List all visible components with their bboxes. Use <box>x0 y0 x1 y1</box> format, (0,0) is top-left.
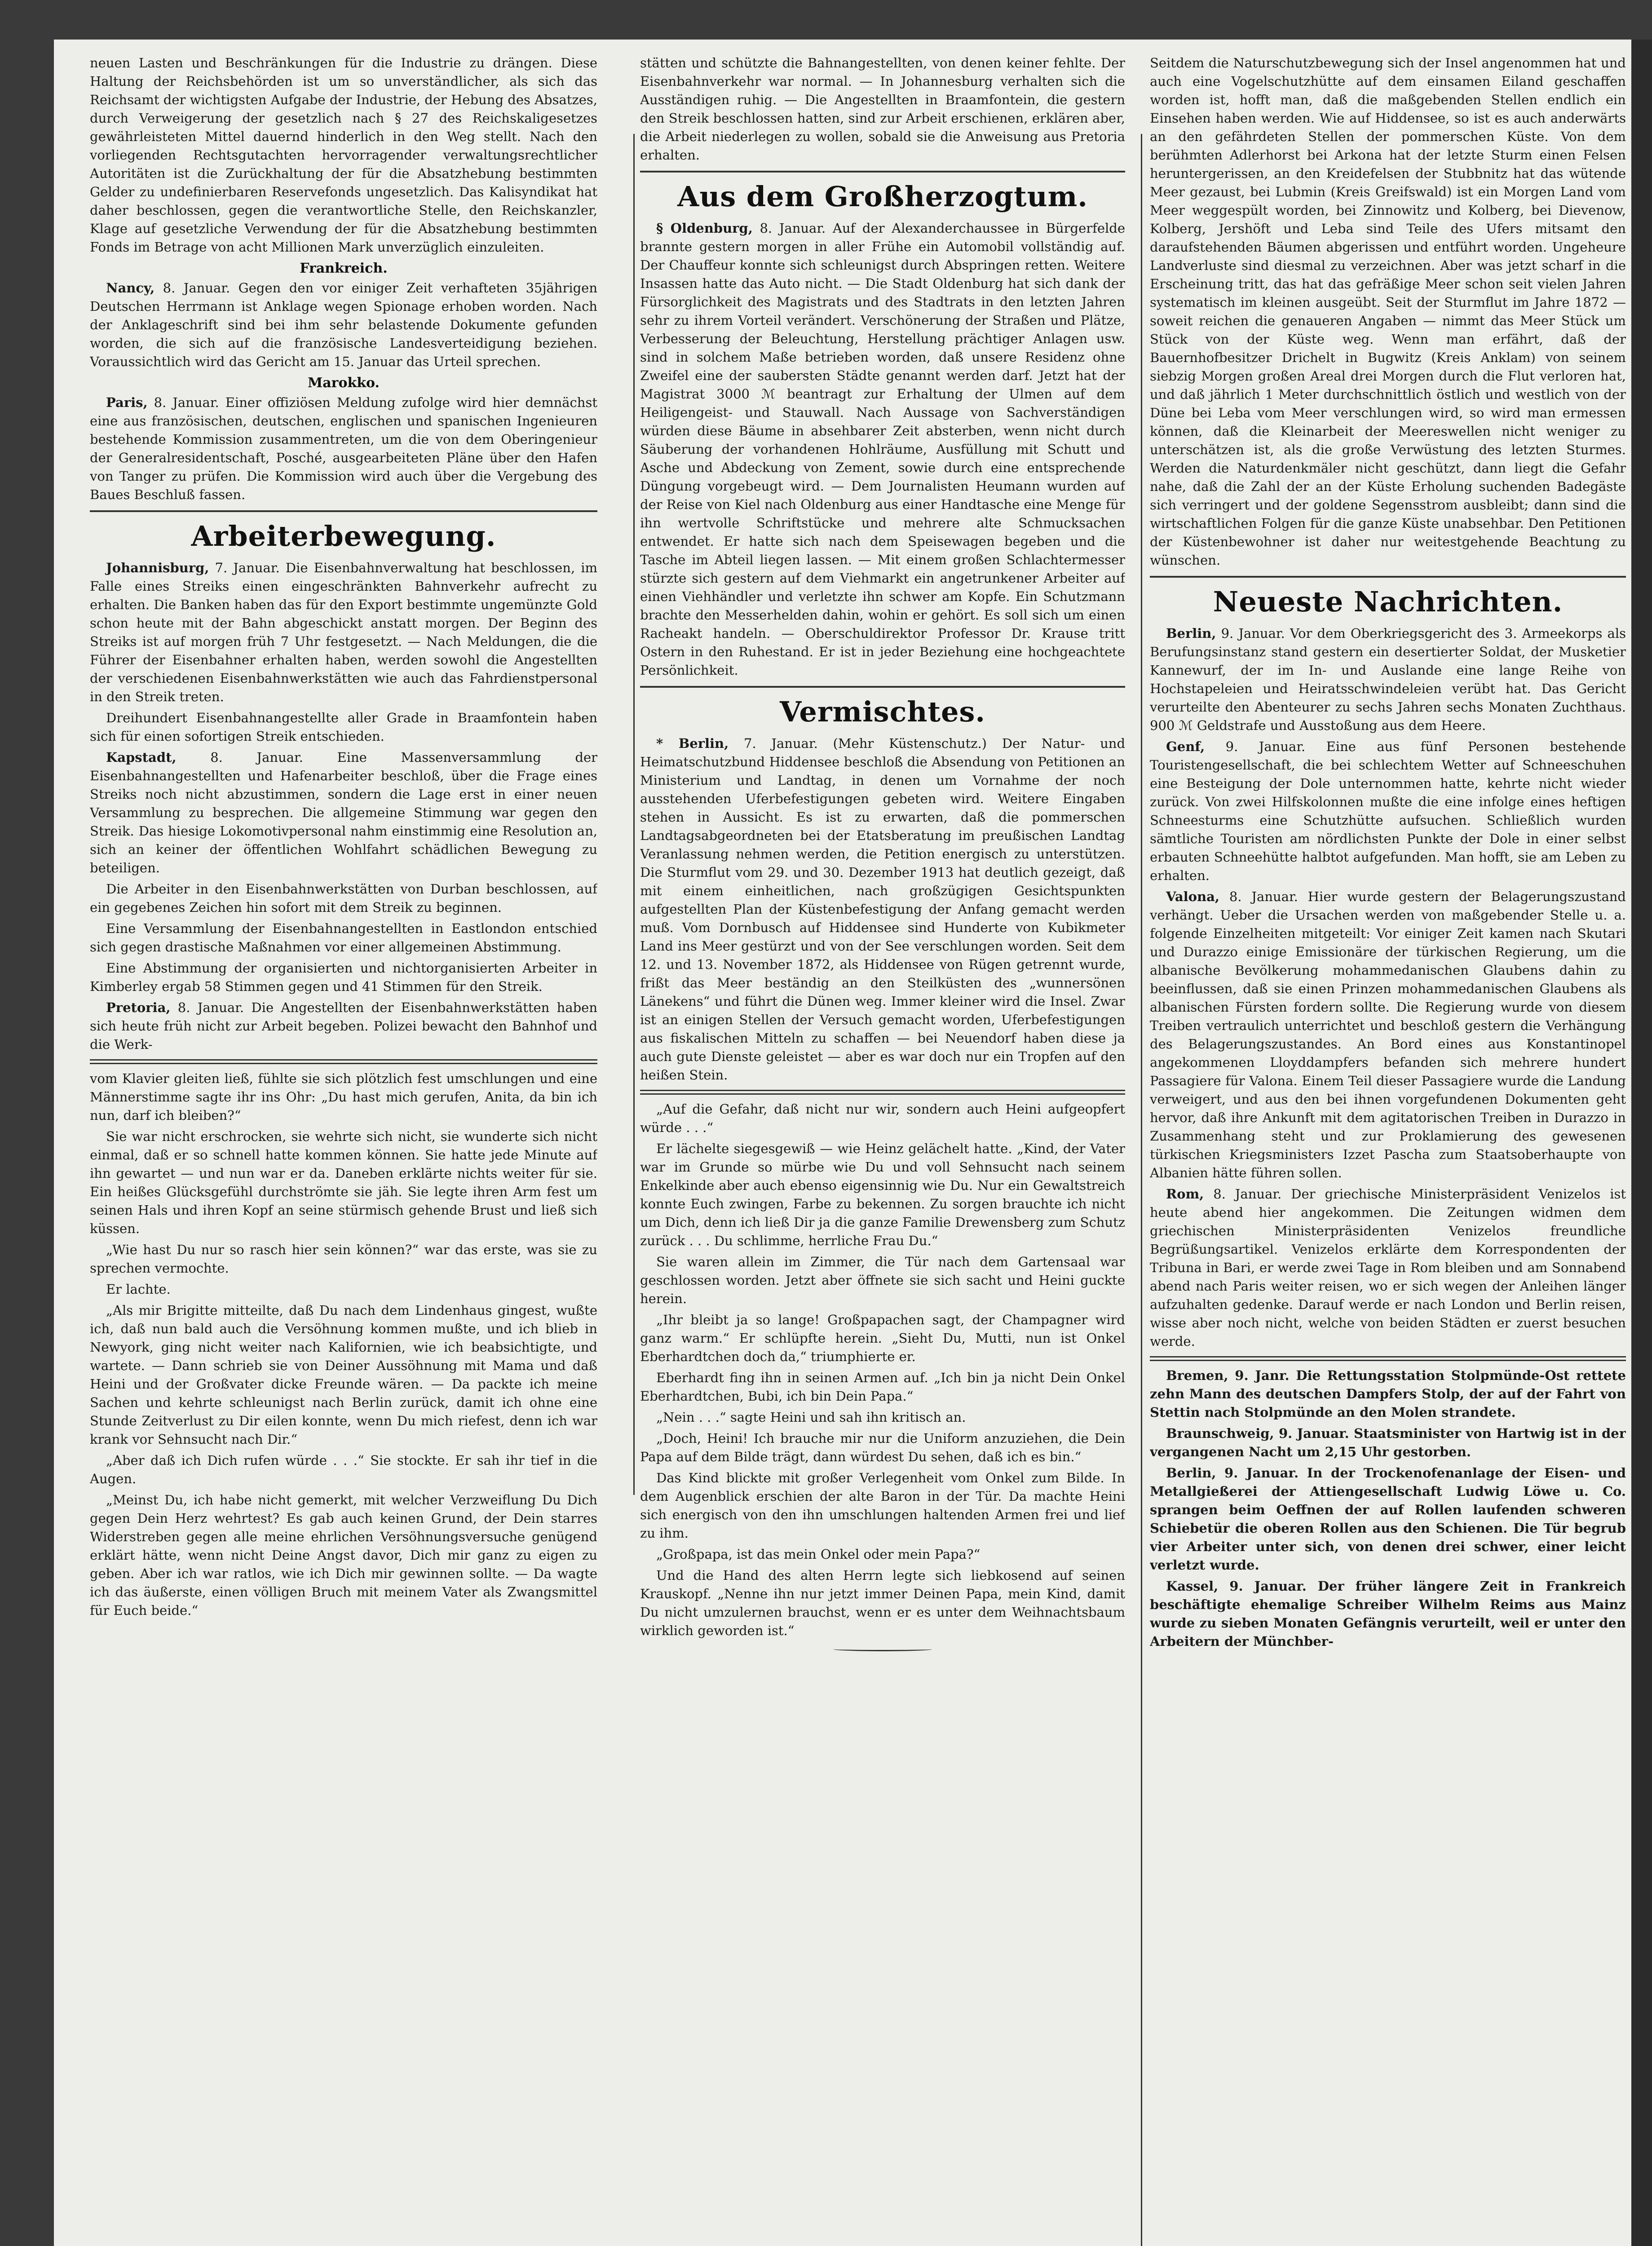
heading-vermischtes: Vermischtes. <box>780 695 985 728</box>
dateline-berlin: Berlin, <box>1166 626 1216 641</box>
feuilleton-paragraph: Eberhardt fing ihn in seinen Armen auf. „Ich bin ja nicht Dein Onkel Eberhardtchen, Bubi, ich bin Dein Papa.“ <box>640 1370 1125 1404</box>
pretoria-text: 8. Januar. Die Angestellten der Eisenbahnwerkstätten haben sich heute früh nicht zur Arbeit begeben. Polizei bewacht den Bahnhof und die Werk- <box>90 1000 597 1052</box>
kali-article: neuen Lasten und Beschränkungen für die Industrie zu drängen. Diese Haltung der Reichsbehörden ist um so unverständlicher, als sich das Reichsamt der wichtigsten Aufgabe der Industrie, der Hebung des Absatzes, durch Verweigerung der gesetzlich nach § 27 des Reichskaligesetzes gewährleisteten Mittel dauernd hinderlich in den Weg stellt. Nach den vorliegenden Rechtsgutachten hervorragender verwaltungsrechtlicher Autoritäten ist die Zurückhaltung der für die Absatzhebung bestimmten Gelder zu undefinierbaren Reservefonds ungesetzlich. Das Kalisyndikat hat daher beschlossen, gegen die verantwortliche Stelle, den Reichskanzler, Klage auf gesetzliche Verwendung der für die Absatzhebung bestimmten Fonds im Betrage von acht Millionen Mark unverzüglich einzuleiten. <box>90 55 597 255</box>
johannisburg-text-2: Dreihundert Eisenbahnangestellte aller Grade in Braamfontein haben sich für einen sofortigen Streik entschieden. <box>90 710 597 744</box>
kapstadt-text-2: Die Arbeiter in den Eisenbahnwerkstätten von Durban beschlossen, auf ein gegebenes Zeichen hin sofort mit dem Streik zu beginnen. <box>90 881 597 915</box>
section-divider <box>640 686 1125 688</box>
column-1 <box>90 54 597 2246</box>
feuilleton-paragraph: „Aber daß ich Dich rufen würde . . .“ Sie stockte. Er sah ihr tief in die Augen. <box>90 1453 597 1486</box>
heading-marokko: Marokko. <box>308 375 380 391</box>
paris-text: 8. Januar. Einer offiziösen Meldung zufolge wird hier demnächst eine aus französischen, deutschen, englischen und spanischen Ingenieuren bestehende Kommission zusammentreten, um die von dem Oberingenieur der Generalresidentschaft, Posché, ausgearbeiteten Pläne über den Hafen von Tanger zu prüfen. Die Kommission wird auch über die Vergebung des Baues Beschluß fassen. <box>90 395 597 502</box>
dateline-pretoria: Pretoria, <box>106 1000 171 1015</box>
article-pretoria <box>90 999 597 1054</box>
genf-text: 9. Januar. Eine aus fünf Personen bestehende Touristengesellschaft, die bei schlechtem Wetter auf Schneeschuhen eine Besteigung der Dole unternommen hatte, kehrte nicht wieder zurück. Von zwei Hilfskolonnen mußte die eine infolge eines heftigen Schneesturms eine Schutzhütte aufsuchen. Schließlich wurden sämtliche Touristen am nördlichsten Punkte der Dole in einer selbst erbauten Schneehütte halbtot aufgefunden. Man hofft, sie am Leben zu erhalten. <box>1150 739 1626 883</box>
feuilleton-paragraph: Sie waren allein im Zimmer, die Tür nach dem Gartensaal war geschlossen worden. Jetzt aber öffnete sie sich sacht und Heini guckte herein. <box>640 1254 1125 1306</box>
column-rule-left <box>633 134 635 1495</box>
article-paris <box>90 393 597 504</box>
feuilleton-paragraph: „Großpapa, ist das mein Onkel oder mein Papa?“ <box>656 1547 981 1562</box>
heading-neueste-nachrichten: Neueste Nachrichten. <box>1213 585 1563 618</box>
article-oldenburg <box>640 219 1125 680</box>
late-news-item: Braunschweig, 9. Januar. Staatsminister von Hartwig ist in der vergangenen Nacht um 2,15 Uhr gestorben. <box>1150 1426 1626 1459</box>
heading-arbeiterbewegung: Arbeiterbewegung. <box>191 520 496 553</box>
dateline-genf: Genf, <box>1166 739 1205 754</box>
feuilleton-paragraph: Das Kind blickte mit großer Verlegenheit vom Onkel zum Bilde. In dem Augenblick erschien der alte Baron in der Tür. Da machte Heini sich energisch von den ihn umschlungen haltenden Armen frei und lief zu ihm. <box>640 1470 1125 1541</box>
johannisburg-text: 7. Januar. Die Eisenbahnverwaltung hat beschlossen, im Falle eines Streiks einen eingeschränkten Bahnverkehr aufrecht zu erhalten. Die Banken haben das für den Export bestimmte ungemünzte Gold schon heute mit der Bahn abgeschickt anstatt morgen. Der Beginn des Streiks ist auf morgen früh 7 Uhr festgesetzt. — Nach Meldungen, die die Führer der Eisenbahner erhalten haben, werden sowohl die Angestellten der verschiedenen Eisenbahnwerkstätten wie auch das Fahrdienstpersonal in den Streik treten. <box>90 560 597 704</box>
dateline-rom: Rom, <box>1166 1186 1204 1202</box>
rom-text: 8. Januar. Der griechische Ministerpräsident Venizelos ist heute abend hier angekommen. Die Zeitungen widmen dem griechischen Ministerpräsidenten Venizelos freundliche Begrüßungsartikel. Venizelos erklärte dem Korrespondenten der Tribuna in Bari, er werde zwei Tage in Rom bleiben und am Sonnabend abend nach Paris weiter reisen, wo er sich wegen der Anleihen länger aufzuhalten gedenke. Darauf werde er nach London und Berlin reisen, wisse aber noch nicht, welche von beiden Städten er zuerst besuchen werde. <box>1150 1186 1626 1349</box>
dateline-oldenburg: § Oldenburg, <box>656 221 753 236</box>
oldenburg-text: 8. Januar. Auf der Alexanderchaussee in Bürgerfelde brannte gestern morgen in aller Frühe ein Automobil vollständig auf. Der Chauffeur konnte sich schleunigst durch Abspringen retten. Weitere Insassen hatte das Auto nicht. — Die Stadt Oldenburg hat sich dank der Fürsorglichkeit des Magistrats und des Stadtrats in den letzten Jahren sehr zu ihrem Vorteil verändert. Verschönerung der Straßen und Plätze, Verbesserung der Beleuchtung, Herstellung prächtiger Anlagen usw. sind in solchem Maße betrieben worden, daß unsere Residenz ohne Zweifel eine der saubersten Städte genannt werden darf. Jetzt hat der Magistrat 3000 ℳ beantragt zur Erhaltung der Ulmen auf dem Heiligengeist- und Stauwall. Nach Aussage von Sachverständigen würden diese Bäume in absehbarer Zeit absterben, wenn nicht durch Säuberung der vorhandenen Hohlräume, Ausfüllung mit Schutt und Asche und Abdeckung von Zement, sowie durch eine entsprechende Düngung vorgebeugt wird. — Dem Journalisten Heumann wurden auf der Reise von Kiel nach Oldenburg aus einer Handtasche eine Menge für ihn wertvolle Schriftstücke und mehrere alte Schmucksachen entwendet. Er hatte sich nach dem Speisewagen begeben und die Tasche im Abteil liegen lassen. — Mit einem großen Schlachtermesser stürzte sich gestern auf dem Viehmarkt ein angetrunkener Arbeiter auf einen Viehhändler und verletzte ihn schwer am Kopfe. Ein Schutzmann brachte den Messerhelden dahin, wohin er gehört. Es soll sich um einen Racheakt handeln. — Oberschuldirektor Professor Dr. Krause tritt Ostern in den Ruhestand. Er ist in jeder Beziehung eine hochgeachtete Persönlichkeit. <box>640 221 1125 678</box>
late-news-item: Berlin, 9. Januar. In der Trockenofenanlage der Eisen- und Metallgießerei der Attiengesellschaft Ludwig Löwe u. Co. sprangen beim Oeffnen der auf Rollen laufenden schweren Schiebetür die oberen Rollen aus den Schienen. Die Tür begrub vier Arbeiter unter sich, von denen drei schwer, einer leicht verletzt wurde. <box>1150 1465 1626 1573</box>
feuilleton-paragraph: „Doch, Heini! Ich brauche mir nur die Uniform anzuziehen, die Dein Papa auf dem Bilde trägt, dann würdest Du sehen, daß ich es bin.“ <box>640 1431 1125 1464</box>
heading-grossherzogtum: Aus dem Großherzogtum. <box>677 180 1088 213</box>
feuilleton-paragraph: „Auf die Gefahr, daß nicht nur wir, sondern auch Heini aufgeopfert würde . . .“ <box>640 1101 1125 1135</box>
dateline-nancy: Nancy, <box>106 280 155 296</box>
article-rom <box>1150 1185 1626 1351</box>
dateline-kapstadt: Kapstadt, <box>106 750 177 765</box>
column-rule-right <box>1141 134 1142 2246</box>
feuilleton-paragraph: „Wie hast Du nur so rasch hier sein können?“ war das erste, was sie zu sprechen vermochte. <box>90 1242 597 1276</box>
end-flourish <box>833 1647 932 1651</box>
section-divider <box>1150 576 1626 578</box>
dateline-valona: Valona, <box>1166 889 1219 904</box>
strike-continuation: stätten und schützte die Bahnangestellten, von denen keiner fehlte. Der Eisenbahnverkehr war normal. — In Johannesburg verhalten sich die Ausständigen ruhig. — Die Angestellten in Braamfontein, die gestern den Streik beschlossen hatten, sind zur Arbeit erschienen, erklären aber, die Arbeit niederlegen zu wollen, sobald sie die Anweisung aus Pretoria erhalten. <box>640 55 1125 163</box>
page-edge-shadow <box>1631 40 1652 2246</box>
late-news-item: Bremen, 9. Janr. Die Rettungsstation Stolpmünde-Ost rettete zehn Mann des deutschen Dampfers Stolp, der auf der Fahrt von Stettin nach Stolpmünde an den Molen strandete. <box>1150 1368 1626 1420</box>
section-divider <box>90 510 597 512</box>
feuilleton-paragraph: „Nein . . .“ sagte Heini und sah ihn kritisch an. <box>656 1410 966 1425</box>
column-2 <box>640 54 1125 2246</box>
late-news-divider <box>1150 1356 1626 1361</box>
feuilleton-divider <box>90 1059 597 1064</box>
feuilleton-paragraph: Er lachte. <box>106 1282 171 1297</box>
nancy-text: 8. Januar. Gegen den vor einiger Zeit verhafteten 35jährigen Deutschen Herrmann ist Anklage wegen Spionage erhoben worden. Nach der Anklageschrift sind bei ihm sehr belastende Dokumente gefunden worden, die sich auf die französische Landesverteidigung beziehen. Voraussichtlich wird das Gericht am 15. Januar das Urteil sprechen. <box>90 280 597 369</box>
article-berlin-gericht <box>1150 624 1626 735</box>
feuilleton-paragraph: vom Klavier gleiten ließ, fühlte sie sich plötzlich fest umschlungen und eine Männerstimme sagte ihr ins Ohr: „Du hast mich gerufen, Anita, da bin ich nun, darf ich bleiben?“ <box>90 1071 597 1123</box>
article-valona <box>1150 888 1626 1182</box>
column-3 <box>1150 54 1626 2246</box>
dateline-berlin: * Berlin, <box>656 736 729 751</box>
kapstadt-text-4: Eine Abstimmung der organisierten und nichtorganisierten Arbeiter in Kimberley ergab 58 Stimmen gegen und 41 Stimmen für den Streik. <box>90 960 597 994</box>
dateline-johannisburg: Johannisburg, <box>106 560 209 575</box>
article-kapstadt <box>90 748 597 877</box>
heading-frankreich: Frankreich. <box>300 261 388 276</box>
feuilleton-paragraph: „Meinst Du, ich habe nicht gemerkt, mit welcher Verzweiflung Du Dich gegen Dein Herz wehrtest? Es gab auch keinen Grund, der Dein starres Widerstreben gegen alle meine ehrlichen Versöhnungsversuche genügend erklärt hätte, wenn nicht Deine Angst davor, Dich mir ganz zu eigen zu geben. Aber ich war ratlos, wie ich Dich mir gewinnen sollte. — Da wagte ich das äußerste, einen völligen Bruch mit meinem Vater als Zwangsmittel für Euch beide.“ <box>90 1492 597 1618</box>
kapstadt-text-3: Eine Versammlung der Eisenbahnangestellten in Eastlondon entschied sich gegen drastische Maßnahmen vor einer allgemeinen Abstimmung. <box>90 921 597 955</box>
berlin-text: 7. Januar. (Mehr Küstenschutz.) Der Natur- und Heimatschutzbund Hiddensee beschloß die Absendung von Petitionen an Ministerium und Landtag, in denen um Vornahme der noch ausstehenden Uferbefestigungen gebeten wird. Weitere Eingaben stehen in Aussicht. Es ist zu erwarten, daß die pommerschen Landtagsabgeordneten bei der Etatsberatung im preußischen Landtag Veranlassung nehmen werden, die Petition energisch zu unterstützen. Die Sturmflut vom 29. und 30. Dezember 1913 hat deutlich gezeigt, daß mit einem einheitlichen, nach großzügigen Gesichtspunkten aufgestellten Plan der Küstenbefestigung der Anfang gemacht werden muß. Vom Dornbusch auf Hiddensee sind Hunderte von Kubikmeter Land ins Meer gestürzt und von der See verschlungen worden. Seit dem 12. und 13. November 1872, als Hiddensee von Rügen getrennt wurde, frißt das Meer beständig an den Steilküsten des „wunnersönen Länekens“ und führt die Dünen weg. Immer kleiner wird die Insel. Zwar ist an einigen Stellen der Versuch gemacht worden, Uferbefestigungen aus fiskalischen Mitteln zu schaffen — bei Neuendorf haben diese ja auch gute Dienste geleistet — aber es war doch nur ein Tropfen auf den heißen Stein. <box>640 736 1125 1083</box>
section-divider <box>640 171 1125 172</box>
feuilleton-divider <box>640 1090 1125 1095</box>
feuilleton-paragraph: Und die Hand des alten Herrn legte sich liebkosend auf seinen Krauskopf. „Nenne ihn nur jetzt immer Deinen Papa, mein Kind, damit Du nicht umzulernen brauchst, wenn er es unter dem Weihnachtsbaum wirklich geworden ist.“ <box>640 1568 1125 1638</box>
feuilleton-paragraph: Er lächelte siegesgewiß — wie Heinz gelächelt hatte. „Kind, der Vater war im Grunde so mürbe wie Du und voll Sehnsucht nach seinem Enkelkinde aber auch ebenso eigensinnig wie Du. Nur ein Gewaltstreich konnte Euch zwingen, Farbe zu bekennen. Zu sorgen brauchte ich nicht um Dich, denn ich ließ Dir ja die ganze Familie Drewensberg zum Schutz zurück . . . Du schlimme, herrliche Frau Du.“ <box>640 1141 1125 1248</box>
feuilleton-paragraph: „Als mir Brigitte mitteilte, daß Du nach dem Lindenhaus gingest, wußte ich, daß nun bald auch die Versöhnung kommen mußte, und ich blieb in Newyork, ging nicht weiter nach Kalifornien, wie ich beabsichtigte, und wartete. — Dann schrieb sie von Deiner Aussöhnung mit Mama und daß Heini und der Großvater dicke Freunde wären. — Da packte ich meine Sachen und kehrte schleunigst nach Berlin zurück, damit ich ohne eine Stunde Zeitverlust zu Dir eilen konnte, wenn Du mich riefest, denn ich war krank vor Sehnsucht nach Dir.“ <box>90 1303 597 1447</box>
kuestenschutz-continuation: Seitdem die Naturschutzbewegung sich der Insel angenommen hat und auch eine Vogelschutzhütte auf dem einsamen Eiland geschaffen worden ist, hofft man, daß die maßgebenden Stellen endlich ein Einsehen haben werden. Wie auf Hiddensee, so ist es auch anderwärts an den gefährdeten Stellen der pommerschen Küste. Von dem berühmten Adlerhorst bei Arkona hat der letzte Sturm einen Felsen heruntergerissen, an den Kreidefelsen der Stubbnitz hat das wütende Meer gezaust, bei Lubmin (Kreis Greifswald) ist ein Morgen Land vom Meer weggespült worden, bei Zinnowitz und Kolberg, bei Dievenow, Kolberg, Jershöft und Leba sind Teile des Ufers mitsamt den daraufstehenden Bäumen abgerissen und entführt worden. Ungeheure Landverluste sind diesmal zu verzeichnen. Aber was jetzt scharf in die Erscheinung tritt, das hat das gefräßige Meer schon seit vielen Jahren systematisch im kleinen ausgeübt. Seit der Sturmflut im Jahre 1872 — soweit reichen die genaueren Angaben — nimmt das Meer Stück um Stück von der Küste weg. Wenn man erfährt, daß der Bauernhofbesitzer Drichelt in Bugwitz (Kreis Anklam) von seinem siebzig Morgen großen Areal drei Morgen durch die Flut verloren hat, und daß jährlich 1 Meter durchschnittlich östlich und westlich von der Düne bei Leba vom Meer verschlungen wird, so wird man ermessen können, daß die Kleinarbeit der Meereswellen nicht weniger zu unterschätzen ist, als die große Verwüstung des letzten Sturmes. Werden die Naturdenkmäler nicht geschützt, dann liegt die Gefahr nahe, daß die Zahl der an der Küste Erholung suchenden Badegäste sich verringert und der goldene Segensstrom ausbleibt; dann sind die wirtschaftlichen Folgen für die ganze Küste unabsehbar. Den Petitionen der Küstenbewohner ist daher nur weitestgehende Beachtung zu wünschen. <box>1150 55 1626 568</box>
article-nancy <box>90 279 597 371</box>
valona-text: 8. Januar. Hier wurde gestern der Belagerungszustand verhängt. Ueber die Ursachen werden von maßgebender Stelle u. a. folgende Einzelheiten mitgeteilt: Vor einiger Zeit kamen nach Skutari und Durazzo einige Emissionäre der türkischen Regierung, um die albanische Bevölkerung mohammedanischen Glaubens dahin zu beeinflussen, daß sie einen Prinzen mohammedanischen Glaubens als albanischen Fürsten fordern sollte. Die Regierung wurde von diesem Treiben vertraulich unterrichtet und beschloß gestern die Verhängung des Belagerungszustandes. An Bord eines aus Konstantinopel angekommenen Lloyddampfers befanden sich mehrere hundert Passagiere für Valona. Einem Teil dieser Passagiere wurde die Landung verweigert, und aus den bei ihnen vorgefundenen Dokumenten geht hervor, daß ihre Ankunft mit dem agitatorischen Treiben in Durazzo in Zusammenhang steht und zur Proklamierung des gewesenen türkischen Kriegsministers Izzet Pascha zum Staatsoberhaupte von Albanien hätte führen sollen. <box>1150 889 1626 1180</box>
dateline-paris: Paris, <box>106 395 148 410</box>
feuilleton-paragraph: Sie war nicht erschrocken, sie wehrte sich nicht, sie wunderte sich nicht einmal, daß er so schnell hatte kommen können. Sie hatte jede Minute auf ihn gewartet — und nun war er da. Daneben erklärte nichts weiter für sie. Ein heißes Glücksgefühl durchströmte sie jäh. Sie legte ihren Arm fest um seinen Hals und ihren Kopf an seine stürmisch gehende Brust und ließ sich küssen. <box>90 1129 597 1236</box>
kapstadt-text: 8. Januar. Eine Massenversammlung der Eisenbahnangestellten und Hafenarbeiter beschloß, über die Frage eines Streiks noch nicht abzustimmen, sondern die Lage erst in einer neuen Versammlung zu besprechen. Die allgemeine Stimmung war gegen den Streik. Das hiesige Lokomotivpersonal nahm einstimmig eine Resolution an, sich an keiner der öffentlichen Wohlfahrt schädlichen Bewegung zu beteiligen. <box>90 750 597 875</box>
article-berlin-kuestenschutz <box>640 734 1125 1084</box>
feuilleton-paragraph: „Ihr bleibt ja so lange! Großpapachen sagt, der Champagner wird ganz warm.“ Er schlüpfte herein. „Sieht Du, Mutti, nun ist Onkel Eberhardtchen doch da,“ triumphierte er. <box>640 1312 1125 1364</box>
article-johannisburg <box>90 559 597 706</box>
berlin-gericht-text: 9. Januar. Vor dem Oberkriegsgericht des 3. Armeekorps als Berufungsinstanz stand gestern ein desertierter Soldat, der Musketier Kannewurf, der im In- und Auslande eine lange Reihe von Hochstapeleien und Heiratsschwindeleien verübt hat. Das Gericht verurteilte den Abenteurer zu sechs Jahren sechs Monaten Zuchthaus. 900 ℳ Geldstrafe und Ausstoßung aus dem Heere. <box>1150 626 1626 733</box>
late-news-item: Kassel, 9. Januar. Der früher längere Zeit in Frankreich beschäftigte ehemalige Schreiber Wilhelm Reims aus Mainz wurde zu sieben Monaten Gefängnis verurteilt, weil er unter den Arbeitern der Münchber- <box>1150 1578 1626 1649</box>
article-genf <box>1150 738 1626 885</box>
